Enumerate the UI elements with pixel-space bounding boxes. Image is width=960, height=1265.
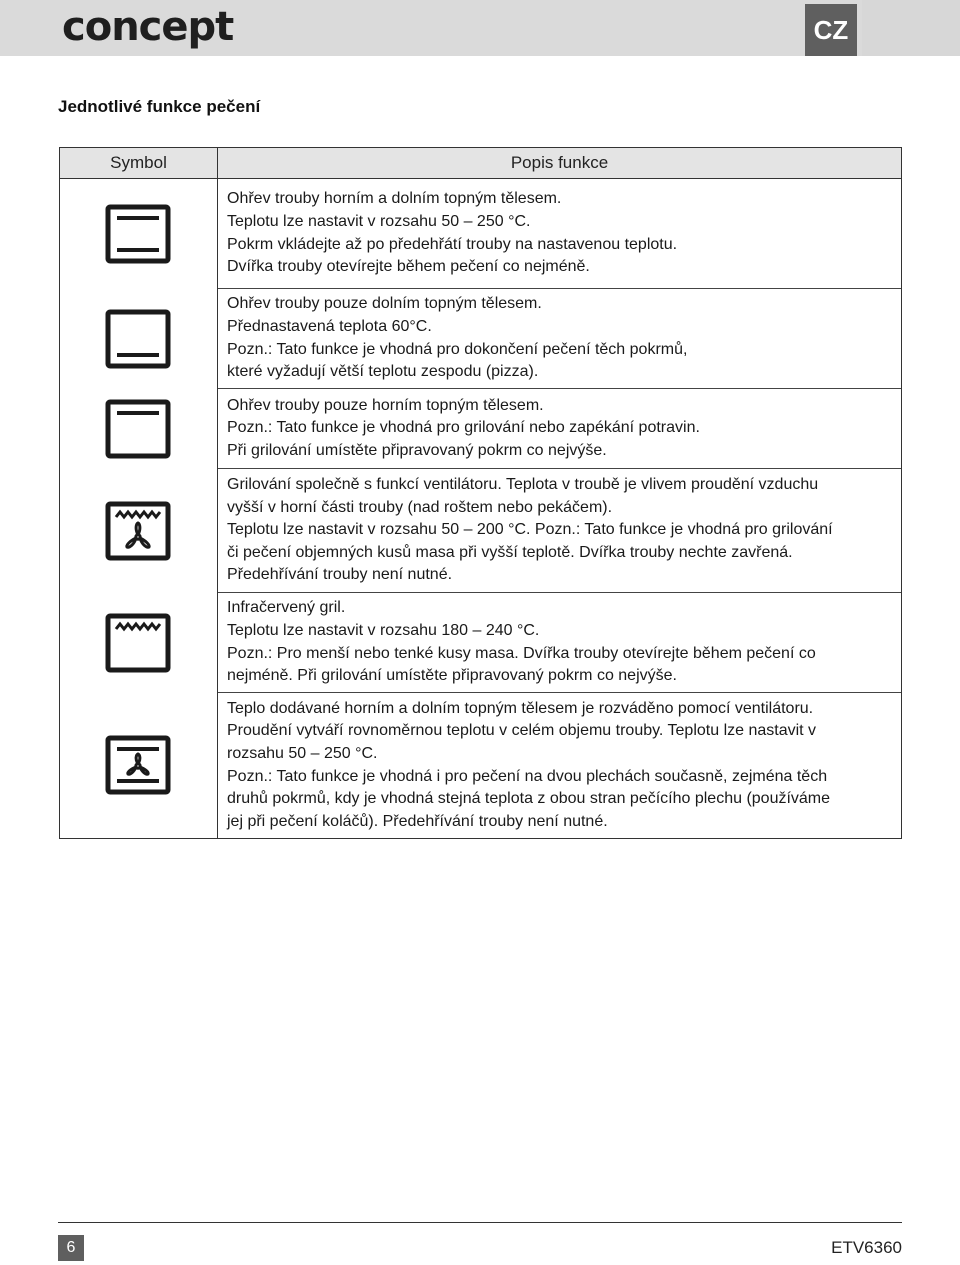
description-line: Teplotu lze nastavit v rozsahu 50 – 250 °C. [227, 212, 531, 230]
table-row [60, 389, 902, 469]
description-line: Proudění vytváří rovnoměrnou teplotu v celém objemu trouby. Teplotu lze nastavit v [227, 722, 817, 740]
model-number: ETV6360 [831, 1238, 902, 1257]
symbol-cell [60, 389, 218, 469]
table-row [60, 469, 902, 593]
description-cell [218, 289, 902, 389]
language-badge: CZ [805, 4, 857, 56]
oven-fan-heat-icon [105, 735, 171, 795]
functions-table [59, 147, 902, 839]
description-line: které vyžadují větší teplotu zespodu (pizza). [227, 363, 539, 381]
description-line: Teplo dodávané horním a dolním topným tělesem je rozváděno pomocí ventilátoru. [227, 699, 814, 717]
symbol-cell [60, 469, 218, 593]
table-row [60, 593, 902, 693]
header-right-strip [862, 0, 960, 56]
page-number: 6 [58, 1235, 84, 1261]
description-column-header: Popis funkce [218, 148, 902, 179]
description-cell [218, 179, 902, 289]
symbol-cell [60, 179, 218, 289]
description-line: Při grilování umístěte připravovaný pokrm co nejvýše. [227, 441, 607, 459]
description-line: Teplotu lze nastavit v rozsahu 180 – 240 °C. [227, 621, 540, 639]
oven-grill-fan-icon [105, 501, 171, 561]
oven-top-heat-icon [105, 399, 171, 459]
description-line: Teplotu lze nastavit v rozsahu 50 – 200 °C. Pozn.: Tato funkce je vhodná pro grilování [227, 521, 833, 539]
description-line: Pozn.: Tato funkce je vhodná pro grilování nebo zapékání potravin. [227, 419, 700, 437]
brand-logo: concept [62, 4, 234, 50]
symbol-cell [60, 693, 218, 839]
description-line: Dvířka trouby otevírejte během pečení co nejméně. [227, 258, 590, 276]
description-line: Předehřívání trouby není nutné. [227, 566, 453, 584]
description-line: Ohřev trouby horním a dolním topným tělesem. [227, 190, 562, 208]
symbol-column-header: Symbol [60, 148, 218, 179]
table-row [60, 289, 902, 389]
description-line: Pozn.: Tato funkce je vhodná i pro pečení na dvou plechách současně, zejména těch [227, 767, 828, 785]
oven-bottom-heat-icon [105, 309, 171, 369]
table-row [60, 693, 902, 839]
description-line: Pokrm vkládejte až po předehřátí trouby na nastavenou teplotu. [227, 235, 678, 253]
description-cell [218, 693, 902, 839]
table-header-row [60, 148, 902, 179]
description-line: Pozn.: Pro menší nebo tenké kusy masa. Dvířka trouby otevírejte během pečení co [227, 644, 816, 662]
description-line: nejméně. Při grilování umístěte připravovaný pokrm co nejvýše. [227, 667, 677, 685]
description-line: druhů pokrmů, kdy je vhodná stejná teplota z obou stran pečícího plechu (používáme [227, 790, 831, 808]
description-line: rozsahu 50 – 250 °C. [227, 744, 378, 762]
description-line: Ohřev trouby pouze horním topným tělesem. [227, 396, 544, 414]
description-line: Pozn.: Tato funkce je vhodná pro dokončení pečení těch pokrmů, [227, 340, 688, 358]
description-cell [218, 593, 902, 693]
symbol-cell [60, 593, 218, 693]
description-cell [218, 469, 902, 593]
table-row [60, 179, 902, 289]
description-line: jej při pečení koláčů). Předehřívání trouby není nutné. [227, 812, 608, 830]
oven-top-bottom-heat-icon [105, 204, 171, 264]
description-line: či pečení objemných kusů masa při vyšší teplotě. Dvířka trouby nechte zavřená. [227, 543, 793, 561]
description-line: vyšší v horní části trouby (nad roštem nebo pekáčem). [227, 498, 613, 516]
description-line: Přednastavená teplota 60°C. [227, 317, 432, 335]
symbol-cell [60, 289, 218, 389]
footer-divider [58, 1222, 902, 1223]
description-line: Infračervený gril. [227, 599, 346, 617]
section-title: Jednotlivé funkce pečení [58, 97, 261, 116]
description-line: Grilování společně s funkcí ventilátoru. Teplota v troubě je vlivem proudění vzduchu [227, 476, 819, 494]
description-cell [218, 389, 902, 469]
description-line: Ohřev trouby pouze dolním topným tělesem. [227, 295, 542, 313]
oven-infrared-grill-icon [105, 613, 171, 673]
